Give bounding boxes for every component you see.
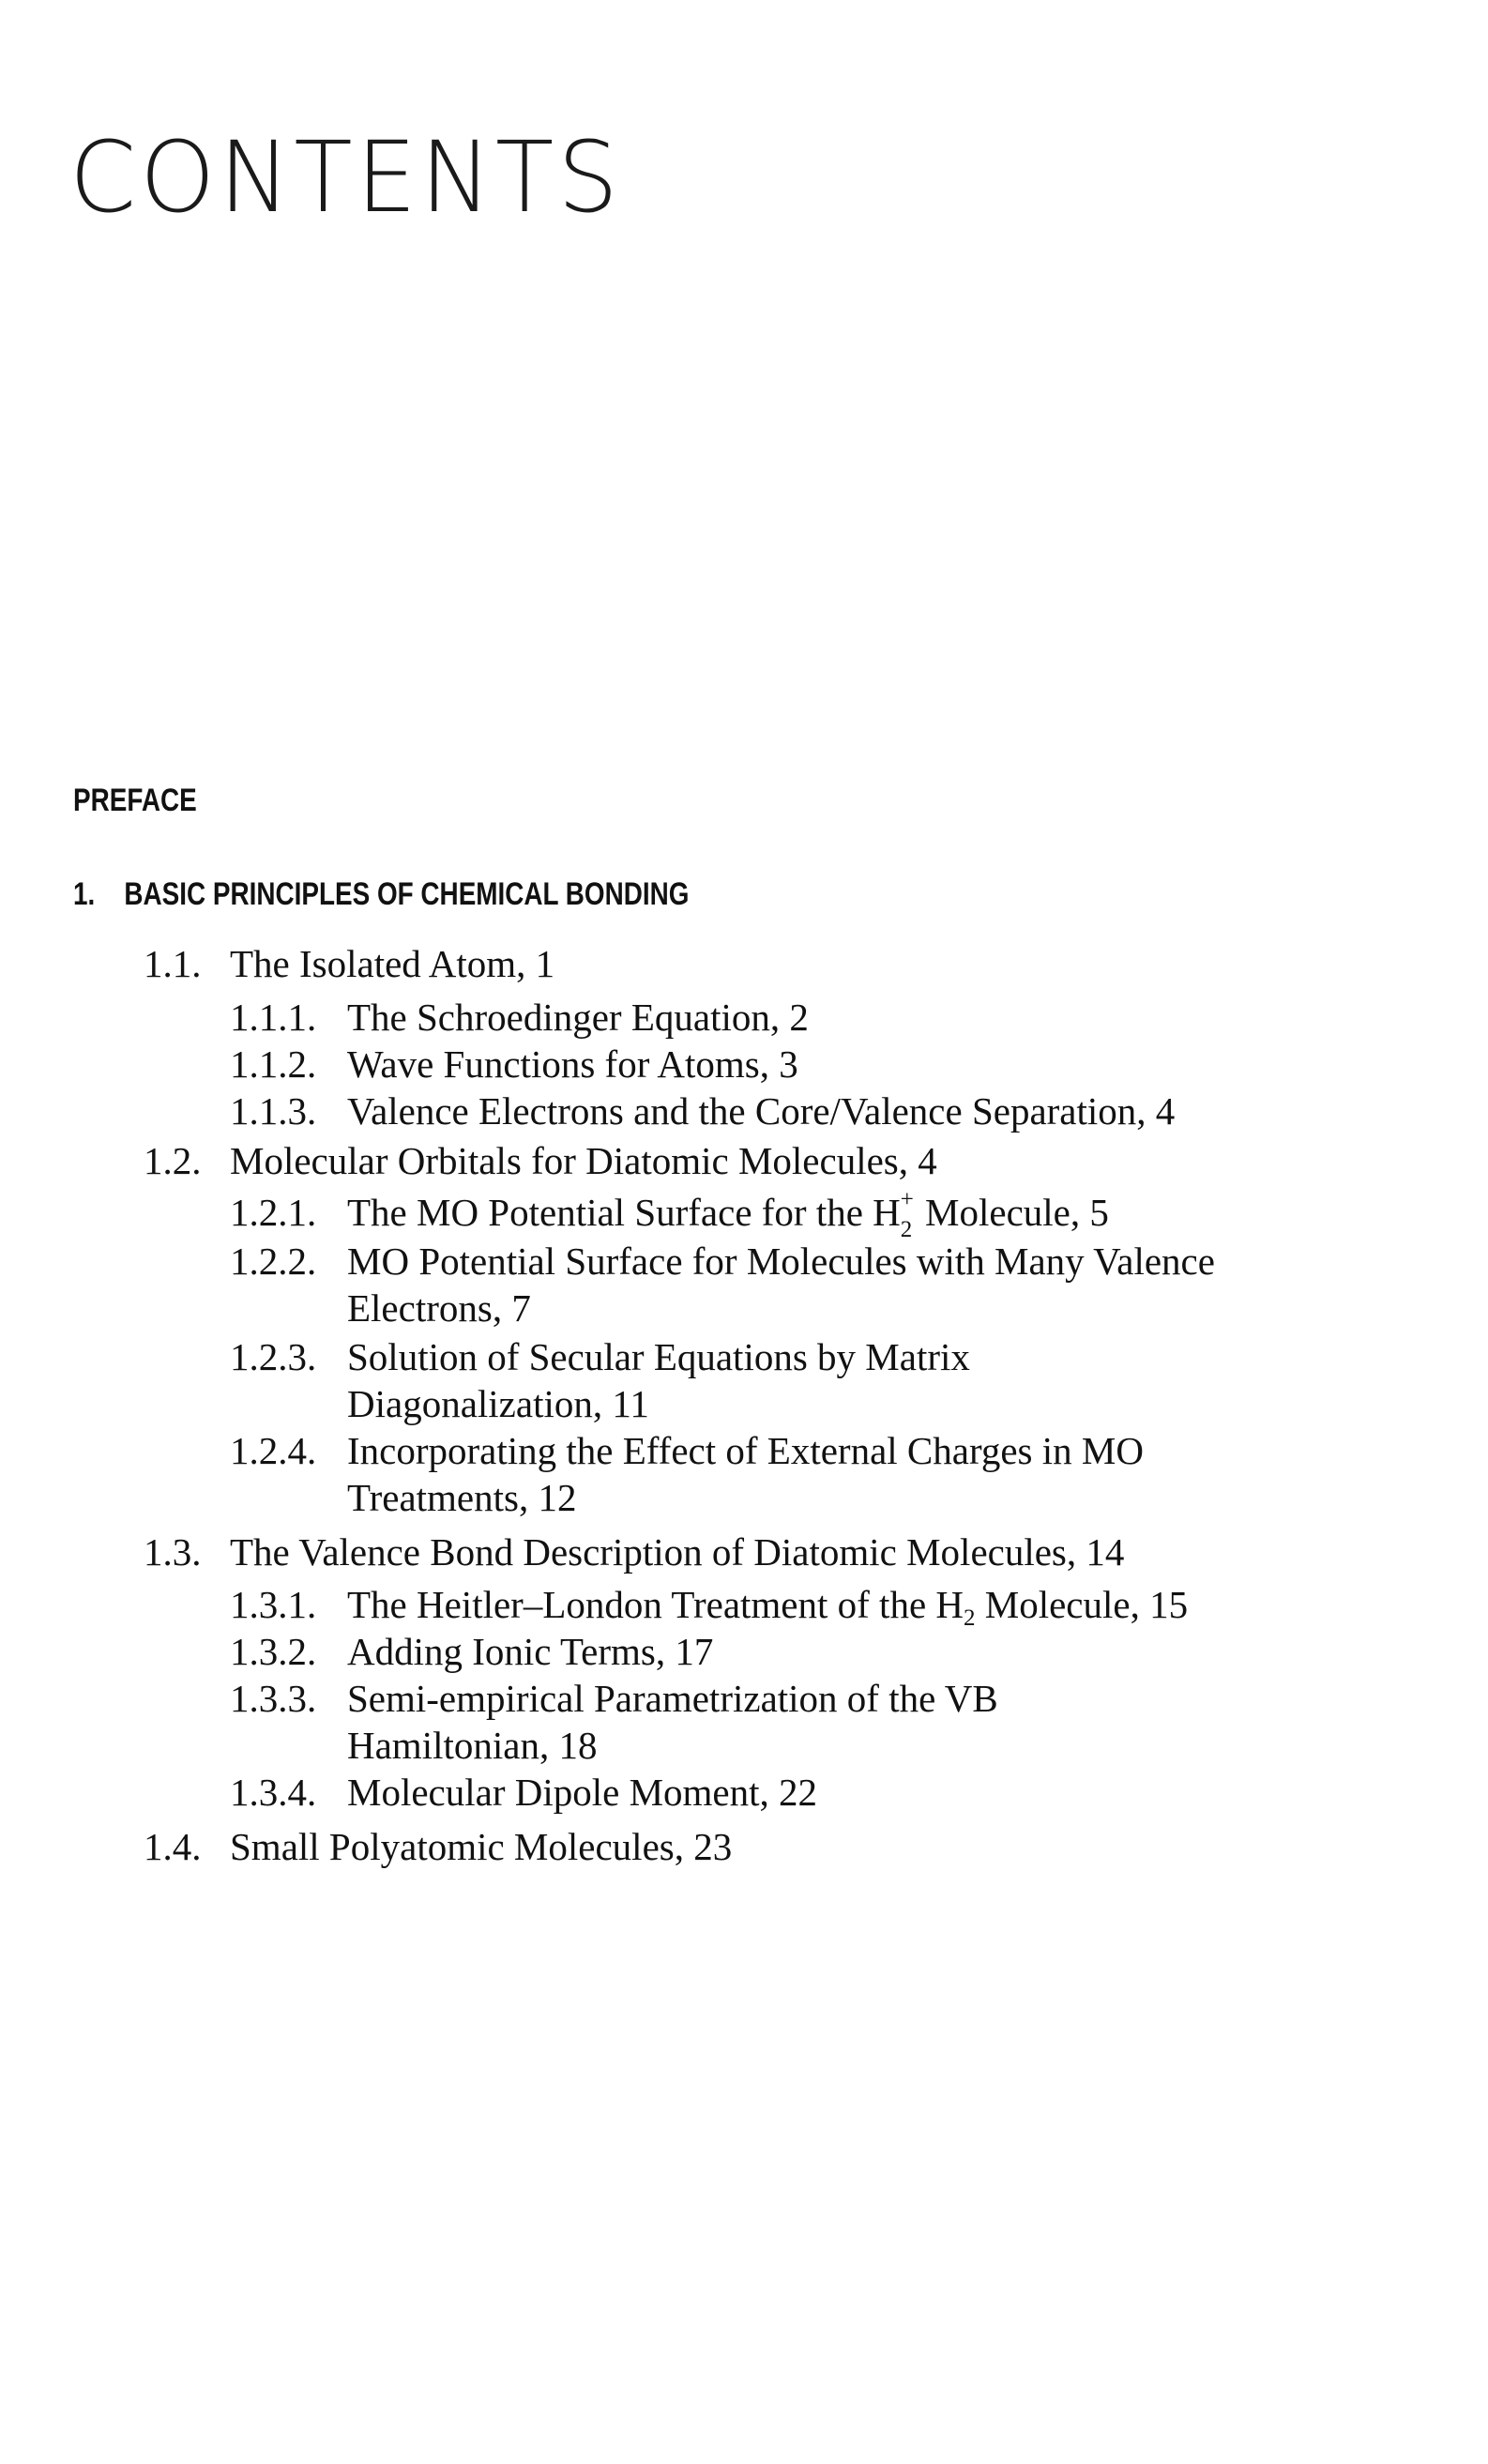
- entry-title-cont: Hamiltonian, 18: [347, 1724, 598, 1767]
- page-title: CONTENTS: [69, 120, 622, 235]
- entry-number: 1.3.1.: [230, 1583, 317, 1626]
- subscript: 2: [964, 1605, 976, 1631]
- entry-number: 1.1.: [144, 942, 202, 985]
- entry-number: 1.2.2.: [230, 1240, 317, 1283]
- entry-number: 1.2.4.: [230, 1429, 317, 1472]
- entry-title: Adding Ionic Terms, 17: [347, 1630, 714, 1673]
- entry-title: [347, 1582, 1188, 1630]
- entry-text: Molecule, 15: [975, 1583, 1189, 1626]
- entry-title: Solution of Secular Equations by Matrix: [347, 1335, 970, 1378]
- chapter-number: 1.: [73, 876, 96, 912]
- entry-title: Molecular Dipole Moment, 22: [347, 1771, 818, 1814]
- subscript: 2: [900, 1217, 913, 1242]
- entry-title-cont: Electrons, 7: [347, 1286, 531, 1330]
- preface-heading[interactable]: PREFACE: [73, 783, 197, 818]
- entry-title-cont: Diagonalization, 11: [347, 1382, 649, 1425]
- superscript: +: [900, 1187, 914, 1212]
- entry-number: 1.2.3.: [230, 1335, 317, 1378]
- entry-number: 1.3.4.: [230, 1771, 317, 1814]
- entry-title: The Schroedinger Equation, 2: [347, 996, 809, 1039]
- chapter-heading[interactable]: [73, 876, 689, 913]
- entry-number: 1.3.3.: [230, 1677, 317, 1720]
- entry-title: [347, 1187, 1109, 1242]
- entry-number: 1.3.2.: [230, 1630, 317, 1673]
- entry-number: 1.2.: [144, 1139, 202, 1182]
- entry-title: Valence Electrons and the Core/Valence Separation, 4: [347, 1089, 1176, 1133]
- entry-number: 1.2.1.: [230, 1191, 317, 1234]
- entry-title: MO Potential Surface for Molecules with Many Valence: [347, 1240, 1215, 1283]
- entry-number: 1.1.3.: [230, 1089, 317, 1133]
- entry-title: Molecular Orbitals for Diatomic Molecules, 4: [230, 1139, 937, 1182]
- entry-number: 1.4.: [144, 1825, 202, 1868]
- chapter-title: BASIC PRINCIPLES OF CHEMICAL BONDING: [124, 876, 690, 912]
- entry-text: The MO Potential Surface for the H: [347, 1191, 901, 1234]
- entry-title-cont: Treatments, 12: [347, 1476, 577, 1519]
- entry-title: Semi-empirical Parametrization of the VB: [347, 1677, 998, 1720]
- entry-title: Small Polyatomic Molecules, 23: [230, 1825, 733, 1868]
- entry-number: 1.1.1.: [230, 996, 317, 1039]
- entry-title: The Valence Bond Description of Diatomic Molecules, 14: [230, 1530, 1125, 1574]
- entry-title: The Isolated Atom, 1: [230, 942, 555, 985]
- entry-number: 1.3.: [144, 1530, 202, 1574]
- entry-number: 1.1.2.: [230, 1042, 317, 1086]
- entry-title: Incorporating the Effect of External Charges in MO: [347, 1429, 1144, 1472]
- entry-text: The Heitler–London Treatment of the H: [347, 1583, 964, 1626]
- entry-title: Wave Functions for Atoms, 3: [347, 1042, 798, 1086]
- entry-text: Molecule, 5: [915, 1191, 1109, 1234]
